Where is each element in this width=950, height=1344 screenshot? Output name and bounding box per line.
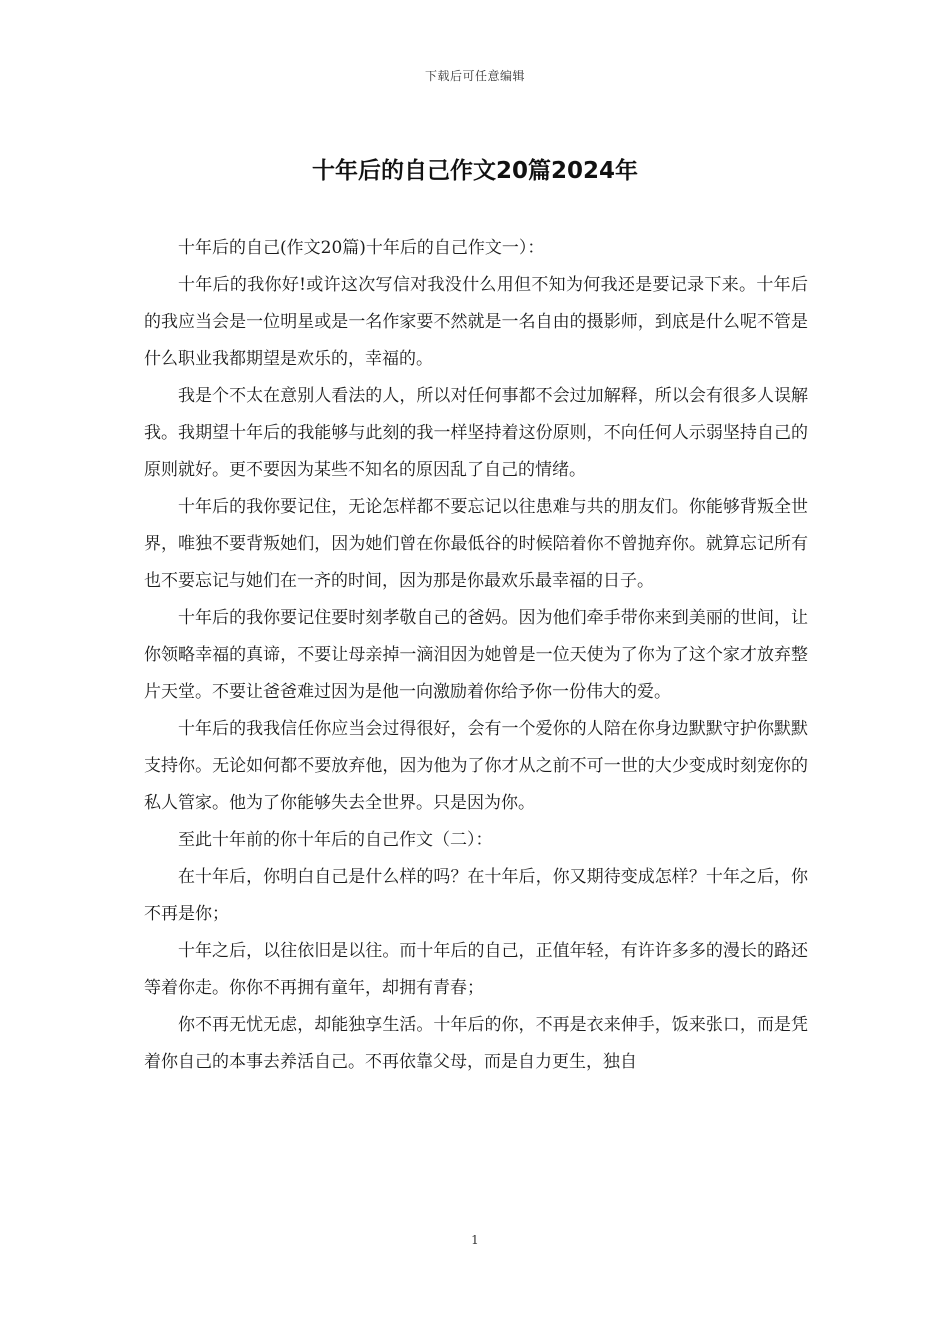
paragraph: 你不再无忧无虑，却能独享生活。十年后的你，不再是衣来伸手，饭来张口，而是凭着你自己的本事去养活自己。不再依靠父母，而是自力更生，独自 bbox=[144, 1015, 808, 1072]
paragraph: 我是个不太在意别人看法的人，所以对任何事都不会过加解释，所以会有很多人误解我。我期望十年后的我能够与此刻的我一样坚持着这份原则，不向任何人示弱坚持自己的原则就好。更不要因为某些不知名的原因乱了自己的情绪。 bbox=[144, 386, 808, 480]
paragraph: 十年后的我我信任你应当会过得很好，会有一个爱你的人陪在你身边默默守护你默默支持你。无论如何都不要放弃他，因为他为了你才从之前不可一世的大少变成时刻宠你的私人管家。他为了你能够失去全世界。只是因为你。 bbox=[144, 719, 808, 813]
paragraph: 十年后的我你要记住要时刻孝敬自己的爸妈。因为他们牵手带你来到美丽的世间，让你领略幸福的真谛，不要让母亲掉一滴泪因为她曾是一位天使为了你为了这个家才放弃整片天堂。不要让爸爸难过因为是他一向激励着你给予你一份伟大的爱。 bbox=[144, 608, 808, 702]
paragraph: 十年后的我你要记住，无论怎样都不要忘记以往患难与共的朋友们。你能够背叛全世界，唯独不要背叛她们，因为她们曾在你最低谷的时候陪着你不曾抛弃你。就算忘记所有也不要忘记与她们在一齐的时间，因为那是你最欢乐最幸福的日子。 bbox=[144, 497, 808, 591]
header-note: 下载后可任意编辑 bbox=[424, 69, 525, 83]
paragraph: 十年之后，以往依旧是以往。而十年后的自己，正值年轻，有许许多多的漫长的路还等着你走。你你不再拥有童年，却拥有青春； bbox=[144, 941, 808, 998]
paragraph: 至此十年前的你十年后的自己作文（二）： bbox=[178, 830, 493, 850]
document-body bbox=[144, 230, 808, 1081]
page-number: 1 bbox=[471, 1233, 479, 1247]
paragraph: 十年后的自己(作文20篇)十年后的自己作文一）： bbox=[178, 238, 545, 258]
document-title: 十年后的自己作文20篇2024年 bbox=[311, 158, 639, 184]
paragraph: 十年后的我你好!或许这次写信对我没什么用但不知为何我还是要记录下来。十年后的我应当会是一位明星或是一名作家要不然就是一名自由的摄影师，到底是什么呢不管是什么职业我都期望是欢乐的，幸福的。 bbox=[144, 275, 808, 369]
paragraph: 在十年后，你明白自己是什么样的吗？在十年后，你又期待变成怎样？十年之后，你不再是你； bbox=[144, 867, 808, 924]
